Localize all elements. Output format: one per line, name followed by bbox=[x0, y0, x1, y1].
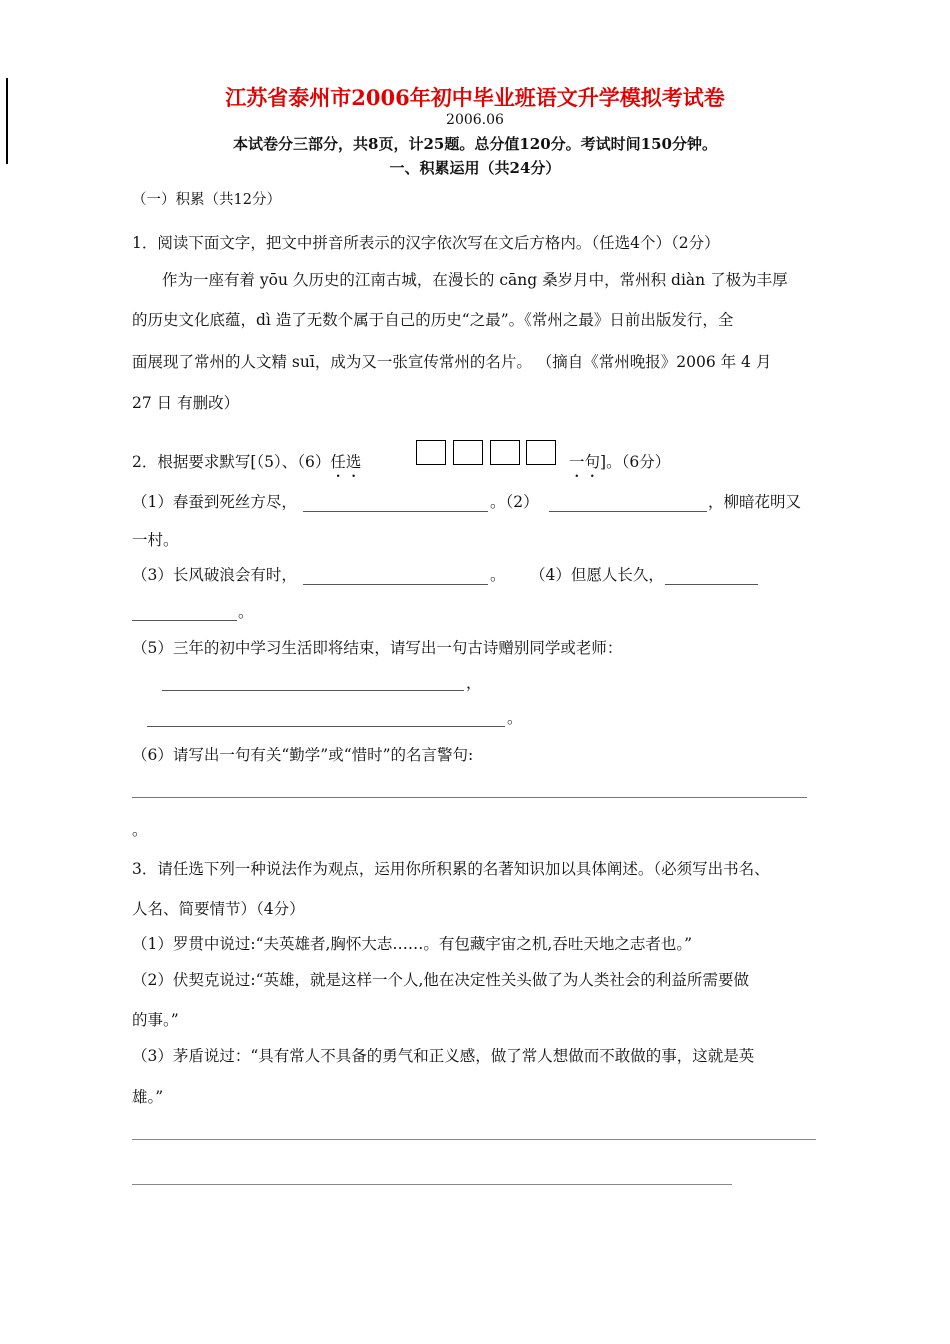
answer-blank[interactable] bbox=[303, 511, 488, 512]
exam-title: 江苏省泰州市2006年初中毕业班语文升学模拟考试卷 bbox=[225, 85, 725, 110]
q3-option: （1）罗贯中说过:“夫英雄者,胸怀大志……。有包藏宇宙之机,吞吐天地之志者也。” bbox=[132, 935, 693, 953]
q2-item5-end: 。 bbox=[507, 709, 523, 727]
q2-stem bbox=[132, 452, 361, 472]
answer-blank[interactable] bbox=[162, 690, 464, 691]
q2-item2-label: 。（2） bbox=[490, 493, 539, 511]
emphasis-char: 选 bbox=[345, 453, 362, 471]
q3-option: （2）伏契克说过:“英雄，就是这样一个人,他在决定性关头做了为人类社会的利益所需要做 bbox=[132, 971, 749, 989]
q2-stem-start: 2．根据要求默写[（5）、（6） bbox=[132, 453, 331, 471]
answer-blank[interactable] bbox=[665, 584, 758, 585]
q2-item2-text: ，柳暗花明又 bbox=[708, 493, 802, 511]
q1-passage-line: 面展现了常州的人文精 suī，成为又一张宣传常州的名片。 （摘自《常州晚报》2006 年 4 月 bbox=[132, 353, 772, 371]
answer-box[interactable] bbox=[416, 440, 446, 465]
emphasis-char: 句 bbox=[584, 453, 601, 471]
answer-box[interactable] bbox=[526, 440, 556, 465]
q3-option-cont: 雄。” bbox=[132, 1088, 164, 1106]
q1-passage-line: 作为一座有着 yōu 久历史的江南古城，在漫长的 cāng 桑岁月中，常州积 diàn 了极为丰厚 bbox=[162, 271, 788, 289]
q2-stem-end: ]。（6分） bbox=[600, 453, 671, 471]
q2-item4-end: 。 bbox=[238, 603, 254, 621]
q2-item2-text-cont: 一村。 bbox=[132, 531, 179, 549]
q1-passage-line: 的历史文化底蕴，dì 造了无数个属于自己的历史“之最”。《常州之最》日前出版发行，全 bbox=[132, 311, 734, 329]
q3-option-cont: 的事。” bbox=[132, 1011, 179, 1029]
q2-item4-text: （4）但愿人长久， bbox=[530, 566, 664, 584]
answer-box[interactable] bbox=[453, 440, 483, 465]
section-title: 一、积累运用（共24分） bbox=[389, 159, 561, 177]
answer-box[interactable] bbox=[490, 440, 520, 465]
answer-blank[interactable] bbox=[303, 584, 488, 585]
q2-item3-end: 。 bbox=[490, 566, 506, 584]
q2-item3-text: （3）长风破浪会有时， bbox=[132, 566, 297, 584]
q2-item5-comma: ， bbox=[466, 674, 482, 692]
answer-blank[interactable] bbox=[549, 511, 707, 512]
q3-stem: 3．请任选下列一种说法作为观点，运用你所积累的名著知识加以具体阐述。（必须写出书名、 bbox=[132, 860, 770, 878]
part1-heading: （一）积累（共12分） bbox=[132, 192, 281, 208]
q3-option: （3）茅盾说过：“具有常人不具备的勇气和正义感，做了常人想做而不敢做的事，这就是英 bbox=[132, 1047, 755, 1065]
q2-item6-text: （6）请写出一句有关“勤学”或“惜时”的名言警句: bbox=[132, 746, 474, 764]
emphasis-char: 任 bbox=[330, 453, 346, 471]
answer-blank[interactable] bbox=[132, 620, 237, 621]
q3-stem-cont: 人名、简要情节）（4分） bbox=[132, 900, 305, 918]
q2-item1-text: （1）春蚕到死丝方尽， bbox=[132, 493, 297, 511]
exam-date: 2006.06 bbox=[446, 112, 504, 128]
answer-blank[interactable] bbox=[132, 1184, 732, 1185]
q1-stem: 1．阅读下面文字，把文中拼音所表示的汉字依次写在文后方格内。（任选4个）（2分） bbox=[132, 234, 720, 252]
q2-item6-end: 。 bbox=[132, 821, 148, 839]
q1-passage-line: 27 日 有删改） bbox=[132, 394, 240, 412]
q2-item5-text: （5）三年的初中学习生活即将结束，请写出一句古诗赠别同学或老师： bbox=[132, 639, 623, 657]
answer-blank[interactable] bbox=[147, 726, 505, 727]
exam-instructions: 本试卷分三部分，共8页，计25题。总分值120分。考试时间150分钟。 bbox=[233, 135, 717, 153]
emphasis-char: 一 bbox=[569, 453, 585, 471]
answer-blank[interactable] bbox=[132, 1139, 816, 1140]
q2-stem-tail bbox=[569, 452, 670, 472]
answer-blank[interactable] bbox=[132, 797, 807, 798]
